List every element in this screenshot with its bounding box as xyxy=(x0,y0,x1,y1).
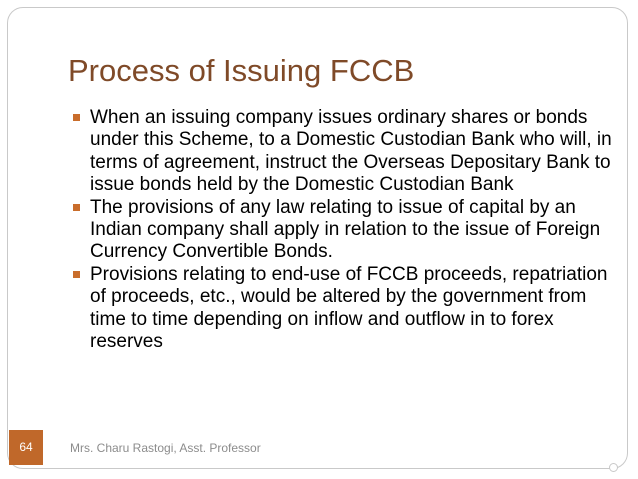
square-bullet-icon xyxy=(73,114,80,121)
bullet-item xyxy=(72,107,612,197)
bullet-text: Provisions relating to end-use of FCCB proceeds, repatriation of proceeds, etc., would be altered by the government from time to time depending on inflow and outflow in to forex reserves xyxy=(90,263,608,353)
corner-circle-decoration xyxy=(609,463,618,472)
bullet-text: The provisions of any law relating to issue of capital by an Indian company shall apply in relation to the issue of Foreign Currency Convertible Bonds. xyxy=(90,196,601,263)
bullet-text: When an issuing company issues ordinary shares or bonds under this Scheme, to a Domestic Custodian Bank who will, in terms of agreement, instruct the Overseas Depositary Bank to issue bonds held by the Domestic Custodian Bank xyxy=(90,107,612,196)
bullet-item xyxy=(72,197,612,264)
footer-text: Mrs. Charu Rastogi, Asst. Professor xyxy=(70,441,261,455)
square-bullet-icon xyxy=(73,271,80,278)
bullet-list xyxy=(72,107,612,353)
bullet-item xyxy=(72,264,612,354)
square-bullet-icon xyxy=(73,204,80,211)
page-number-badge: 64 xyxy=(9,430,43,465)
slide-title: Process of Issuing FCCB xyxy=(68,53,415,88)
